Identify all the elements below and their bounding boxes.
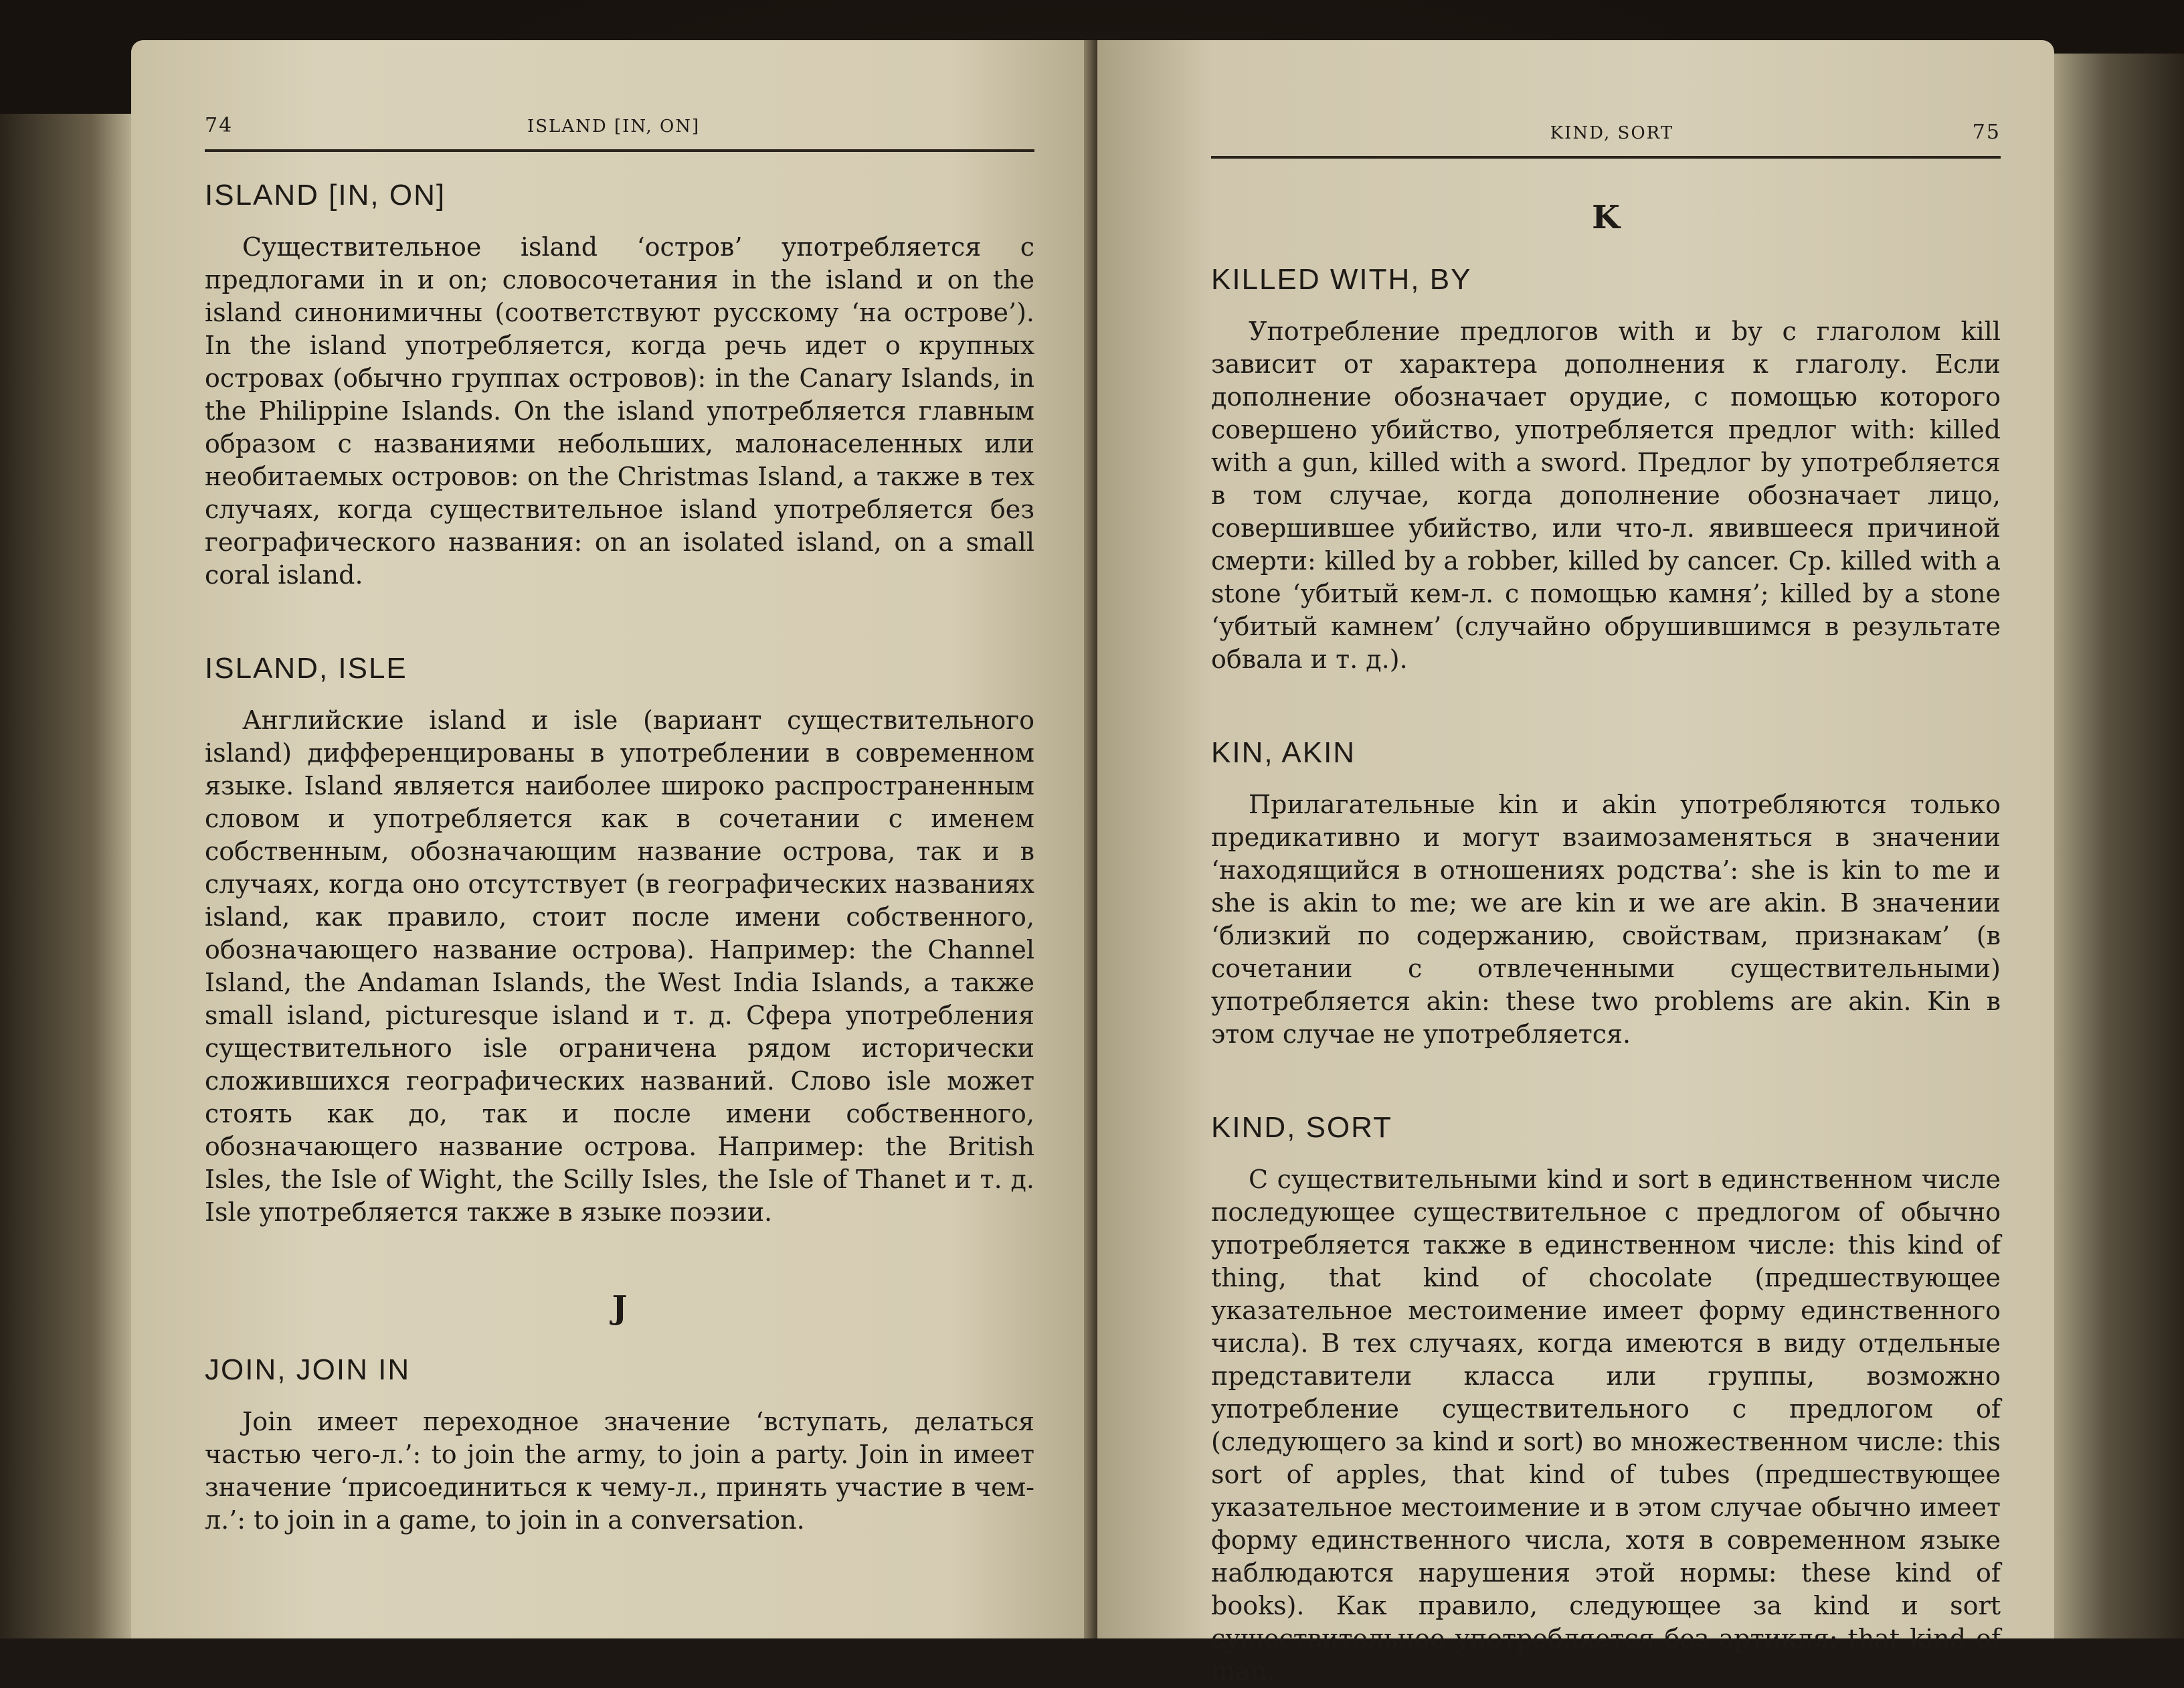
entry-heading: KILLED WITH, BY [1211, 263, 1472, 296]
section-letter-j: J [612, 1289, 628, 1327]
book-edge-left [0, 114, 131, 1638]
entry [205, 1353, 1034, 1537]
entry [205, 179, 1034, 592]
entry [1211, 1111, 2001, 1688]
entry [1211, 263, 2001, 676]
book-edge-right [2054, 54, 2184, 1638]
entry-body: Английские island и isle (вариант существительного island) дифференцированы в употреблении в современном языке. Island является наиболее широко распространенным словом и употребляется как в сочетании с именем собственным, обозначающим название острова, так и в случаях, когда оно отсутствует (в географических названиях island, как правило, стоит после имени собственного, обозначающего название острова). Например: the Channel Island, the Andaman Islands, the West India Islands, а также small island, picturesque island и т. д. Сфера употребления существительного isle ограничена рядом исторически сложившихся географических названий. Слово isle может стоять как до, так и после имени собственного, обозначающего название острова. Например: the British Isles, the Isle of Wight, the Scilly Isles, the Isle of Thanet и т. д. Isle употребляется также в языке поэзии. [205, 705, 1034, 1227]
left-page-number: 74 [205, 114, 234, 137]
entry-body: Существительное island ‘остров’ употребляется с предлогами in и on; словосочетания in the island и on the island синонимичны (соответствуют русскому ‘на острове’). In the island употребляется, когда речь идет о крупных островах (обычно группах островов): in the Canary Islands, in the Philippine Islands. On the island употребляется главным образом с названиями небольших, малонаселенных или необитаемых островов: on the Christmas Island, а также в тех случаях, когда существительное island употребляется без географического названия: on an isolated island, on a small coral island. [205, 232, 1034, 590]
left-page [131, 40, 1095, 1638]
left-running-head: ISLAND [IN, ON] [527, 116, 701, 137]
left-running-header [205, 114, 1034, 152]
entry [1211, 736, 2001, 1051]
entry-body: Употребление предлогов with и by с глаголом kill зависит от характера дополнения к глаголу. Если дополнение обозначает орудие, с помощью которого совершено убийство, употребляется предлог with: killed with a gun, killed with a sword. Предлог by употребляется в том случае, когда дополнение обозначает лицо, совершившее убийство, или что-л. явившееся причиной смерти: killed by a robber, killed by cancer. Ср. killed with a stone ‘убитый кем-л. с помощью камня’; killed by a stone ‘убитый камнем’ (случайно обрушившимся в результате обвала и т. д.). [1211, 317, 2001, 674]
right-page-number: 75 [1972, 120, 2001, 144]
entry-body: Join имеет переходное значение ‘вступать, делаться частью чего-л.’: to join the army, to join a party. Join in имеет значение ‘присоединиться к чему-л., принять участие в чем-л.’: to join in a game, to join in a conversation. [205, 1407, 1034, 1535]
entry-heading: JOIN, JOIN IN [205, 1353, 411, 1386]
entry-body: С существительными kind и sort в единственном числе последующее существительное с предлогом of обычно употребляется также в единственном числе: this kind of thing, that kind of chocolate (предшествующее указательное местоимение имеет форму единственного числа). В тех случаях, когда имеются в виду отдельные представители класса или группы, возможно употребление существительного с предлогом of (следующего за kind и sort) во множественном числе: this sort of apples, that kind of tubes (предшествующее указательное местоимение и в этом случае обычно имеет форму единственного числа, хотя в современном языке наблюдаются нарушения этой нормы: these kind of books). Как правило, следующее за kind и sort существительное употребляется без артикля: that kind of man. [1211, 1165, 2001, 1686]
right-running-head: KIND, SORT [1550, 123, 1674, 143]
right-running-header [1211, 120, 2001, 159]
entry-heading: KIND, SORT [1211, 1111, 1393, 1144]
entry-heading: ISLAND [IN, ON] [205, 179, 446, 212]
right-page [1097, 40, 2054, 1686]
entry [205, 652, 1034, 1229]
section-letter-k: K [1592, 199, 1620, 236]
entry-heading: KIN, AKIN [1211, 736, 1356, 769]
entry-heading: ISLAND, ISLE [205, 652, 407, 685]
entry-body: Прилагательные kin и akin употребляются только предикативно и могут взаимозаменяться в значении ‘находящийся в отношениях родства’: she is kin to me и she is akin to me; we are kin и we are akin. В значении ‘близкий по содержанию, свойствам, признакам’ (в сочетании с отвлеченными существительными) употребляется akin: these two problems are akin. Kin в этом случае не употребляется. [1211, 790, 2001, 1049]
